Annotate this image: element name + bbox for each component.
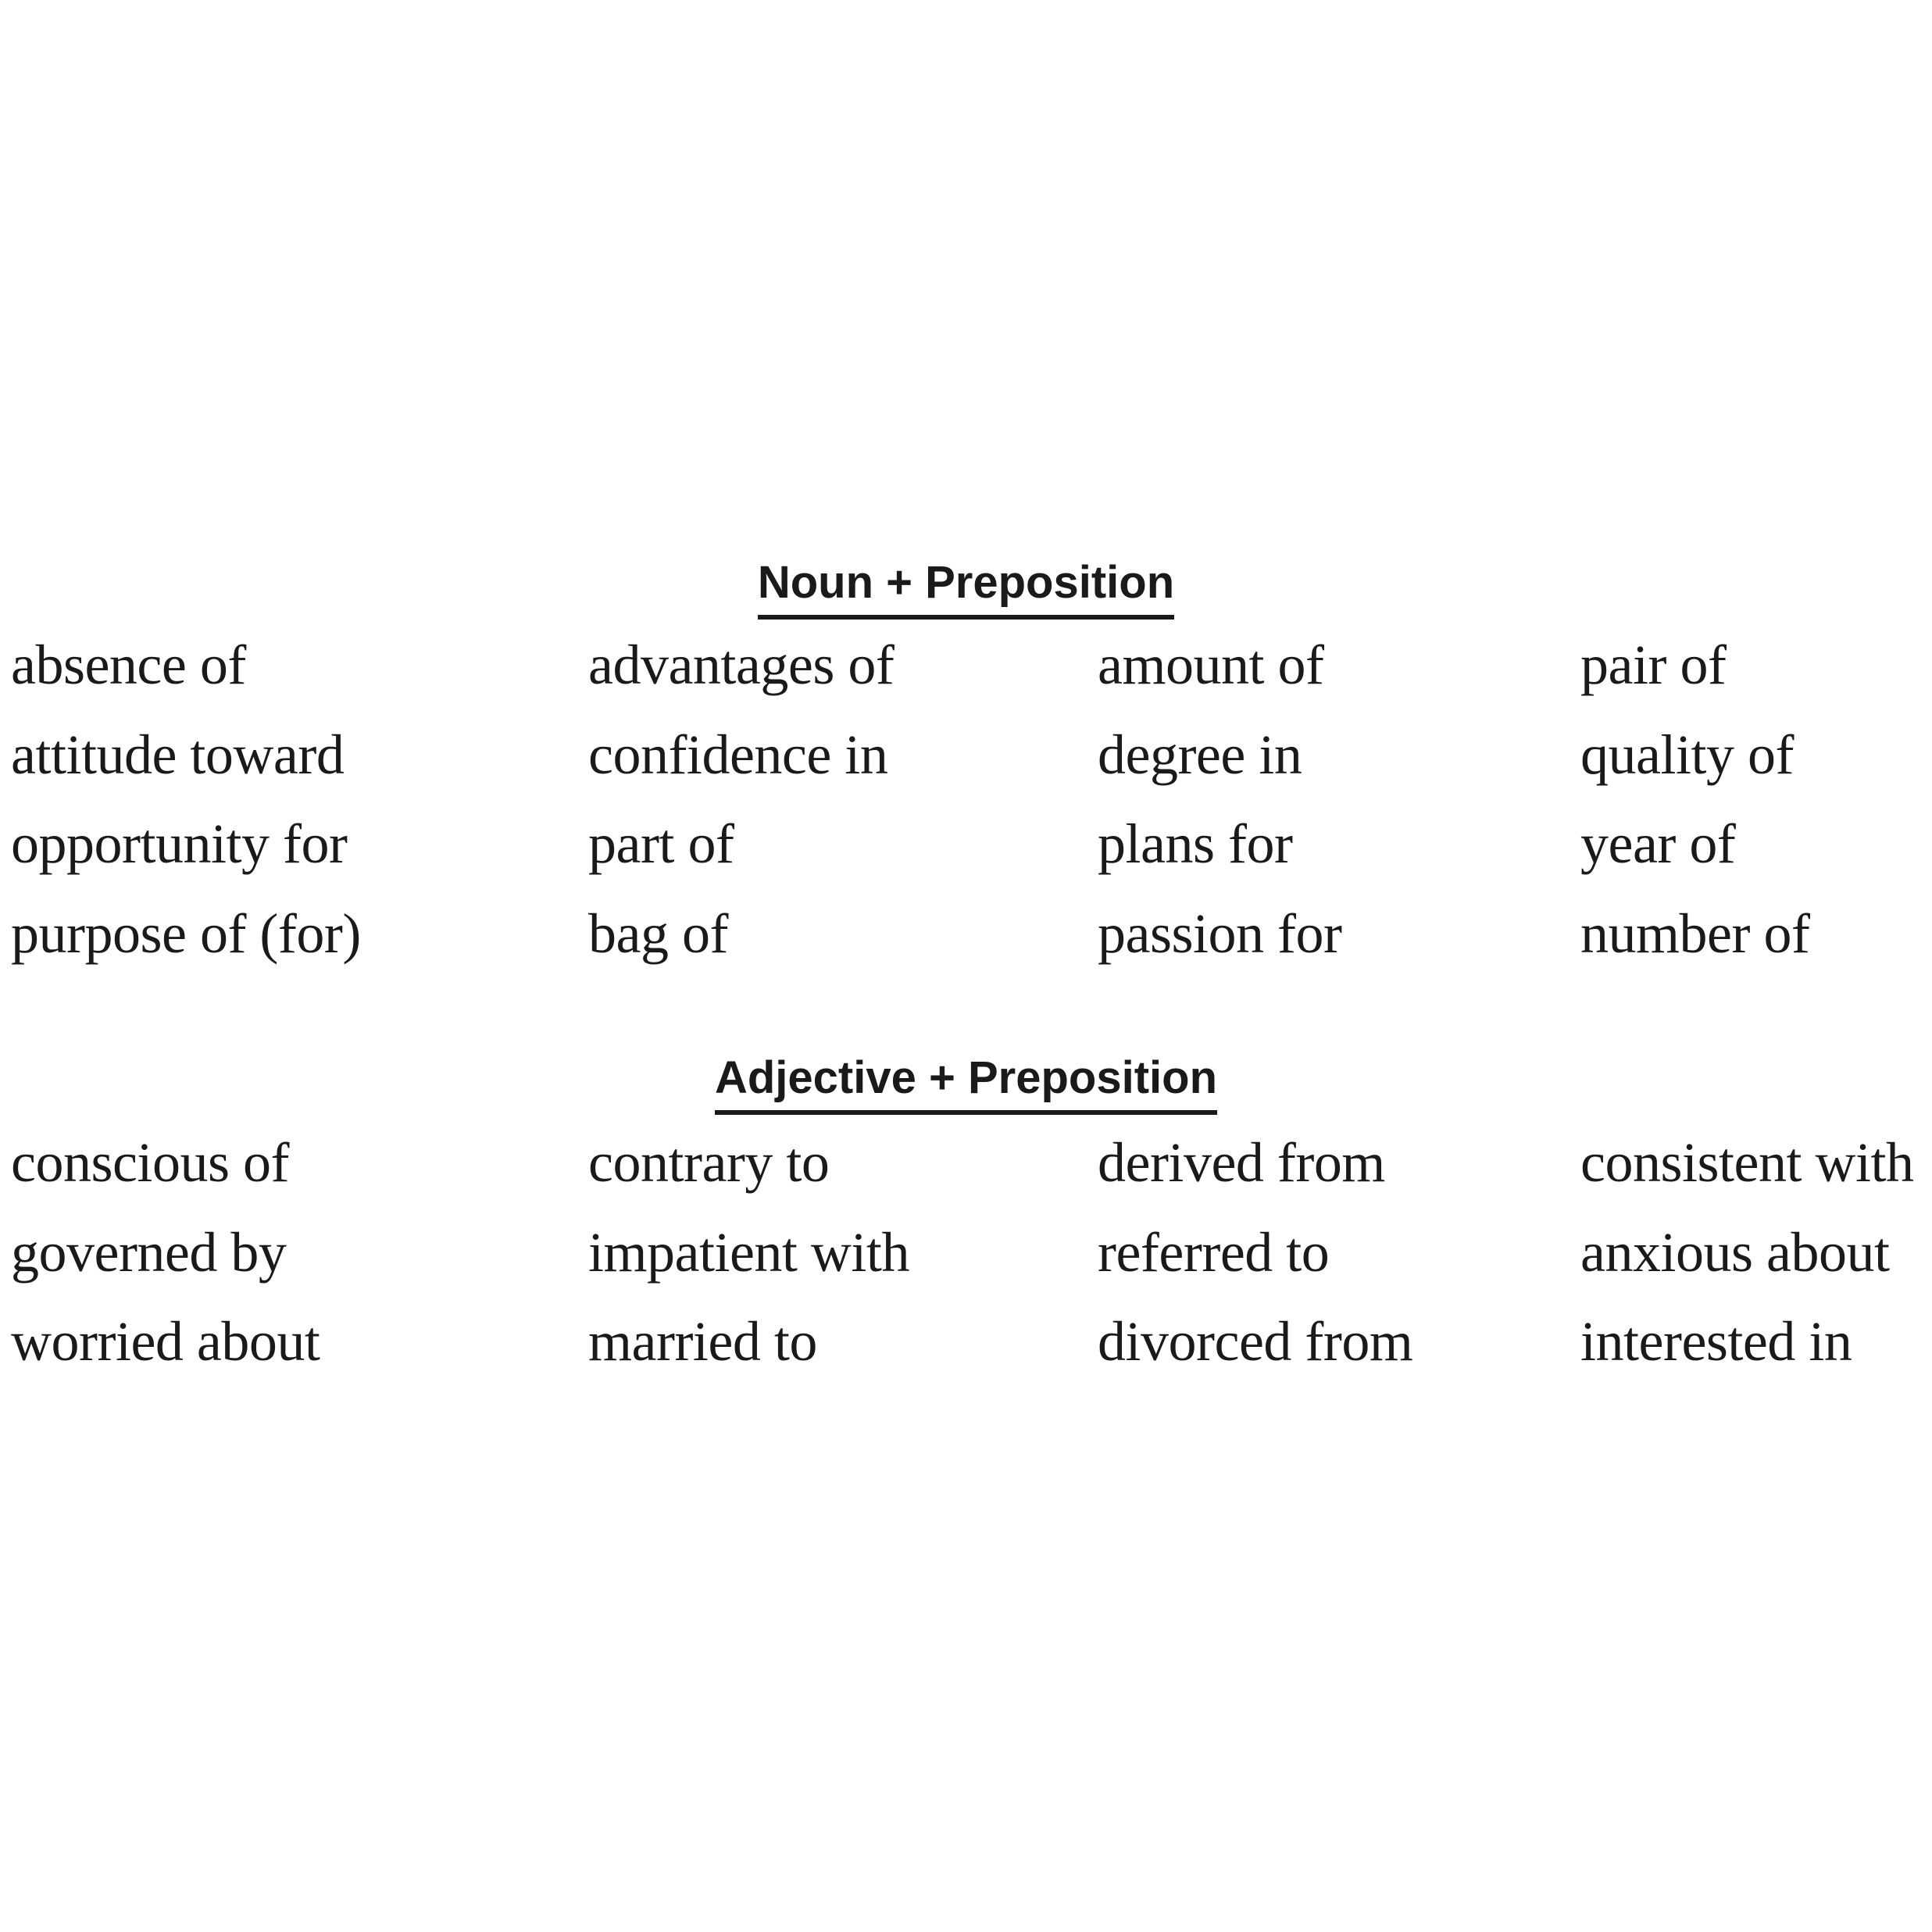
phrase-cell: governed by xyxy=(11,1220,287,1284)
phrase-cell: bag of xyxy=(588,902,728,965)
section-heading-adjective-preposition xyxy=(0,1052,1932,1115)
phrase-cell: amount of xyxy=(1098,634,1324,696)
section-heading-noun-preposition xyxy=(0,557,1932,620)
phrase-cell: year of xyxy=(1580,812,1736,875)
phrase-cell: confidence in xyxy=(588,723,888,786)
phrase-cell: contrary to xyxy=(588,1131,830,1194)
section-heading-label: Adjective + Preposition xyxy=(715,1055,1217,1115)
phrase-cell: derived from xyxy=(1098,1131,1385,1194)
phrase-cell: anxious about xyxy=(1580,1220,1890,1284)
phrase-cell: attitude toward xyxy=(11,723,345,786)
phrase-cell: consistent with xyxy=(1580,1131,1914,1194)
section-heading-label: Noun + Preposition xyxy=(758,560,1174,620)
phrase-cell: interested in xyxy=(1580,1310,1852,1373)
phrase-row xyxy=(0,1220,1932,1314)
phrase-cell: worried about xyxy=(11,1310,320,1373)
phrase-cell: pair of xyxy=(1580,634,1727,696)
phrase-cell: number of xyxy=(1580,902,1810,965)
phrase-cell: married to xyxy=(588,1310,817,1373)
phrase-row xyxy=(0,723,1932,816)
phrase-cell: referred to xyxy=(1098,1220,1330,1284)
phrase-cell: quality of xyxy=(1580,723,1794,786)
phrase-row xyxy=(0,902,1932,995)
phrase-row xyxy=(0,1131,1932,1224)
phrase-cell: purpose of (for) xyxy=(11,902,361,965)
phrase-row xyxy=(0,1310,1932,1403)
phrase-grid-noun-preposition xyxy=(0,634,1932,995)
phrase-cell: impatient with xyxy=(588,1220,909,1284)
phrase-cell: passion for xyxy=(1098,902,1342,965)
phrase-cell: divorced from xyxy=(1098,1310,1413,1373)
phrase-cell: conscious of xyxy=(11,1131,289,1194)
phrase-cell: opportunity for xyxy=(11,812,348,875)
phrase-cell: degree in xyxy=(1098,723,1302,786)
phrase-cell: advantages of xyxy=(588,634,895,696)
phrase-cell: absence of xyxy=(11,634,246,696)
phrase-cell: part of xyxy=(588,812,734,875)
phrase-cell: plans for xyxy=(1098,812,1293,875)
phrase-grid-adjective-preposition xyxy=(0,1131,1932,1403)
phrase-row xyxy=(0,634,1932,727)
phrase-row xyxy=(0,812,1932,905)
